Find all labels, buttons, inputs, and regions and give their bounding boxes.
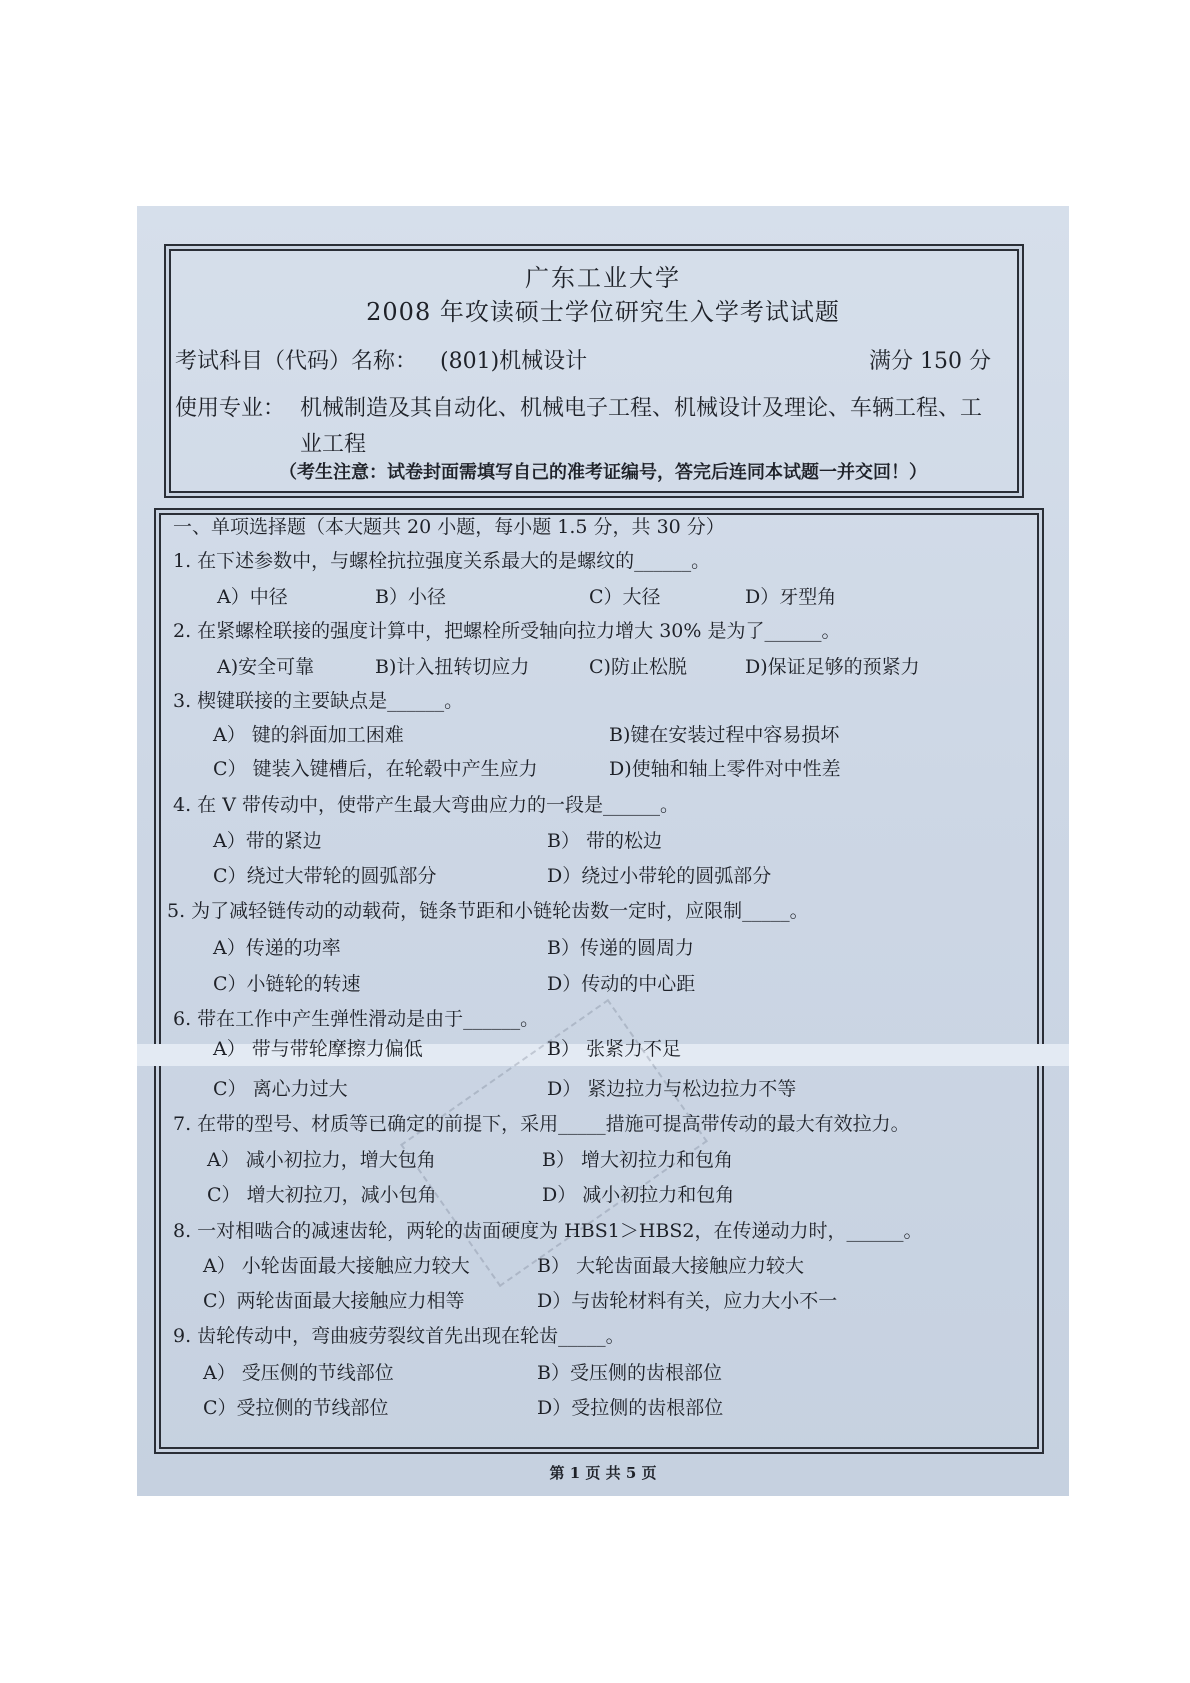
option-c: C）大径 <box>589 586 661 608</box>
option-a: A） 键的斜面加工困难 <box>213 724 404 746</box>
option-c: C）绕过大带轮的圆弧部分 <box>213 865 437 887</box>
option-d: D）与齿轮材料有关，应力大小不一 <box>537 1290 838 1312</box>
option-d: D）受拉侧的齿根部位 <box>537 1397 724 1419</box>
option-a: A） 减小初拉力，增大包角 <box>207 1149 436 1171</box>
option-c: C）受拉侧的节线部位 <box>203 1397 389 1419</box>
option-a: A)安全可靠 <box>217 656 315 678</box>
section-title: 一、单项选择题（本大题共 20 小题，每小题 1.5 分，共 30 分） <box>173 516 725 538</box>
option-a: A） 小轮齿面最大接触应力较大 <box>203 1255 470 1277</box>
question-stem: 1. 在下述参数中，与螺栓抗拉强度关系最大的是螺纹的______。 <box>173 550 711 572</box>
full-score: 满分 150 分 <box>869 349 991 374</box>
page-footer: 第 1 页 共 5 页 <box>549 1464 657 1482</box>
option-b: B） 带的松边 <box>547 830 663 852</box>
candidate-notice: （考生注意：试卷封面需填写自己的准考证编号，答完后连同本试题一并交回！） <box>279 462 927 483</box>
question-stem: 7. 在带的型号、材质等已确定的前提下，采用_____措施可提高带传动的最大有效拉力。 <box>173 1113 910 1135</box>
option-c: C）小链轮的转速 <box>213 973 361 995</box>
option-d: D） 紧边拉力与松边拉力不等 <box>547 1078 797 1100</box>
question-stem: 9. 齿轮传动中，弯曲疲劳裂纹首先出现在轮齿_____。 <box>173 1325 625 1347</box>
option-b: B）传递的圆周力 <box>547 937 694 959</box>
major-label: 使用专业： <box>175 396 286 421</box>
option-b: B)计入扭转切应力 <box>375 656 530 678</box>
option-c: C） 增大初拉刀，减小包角 <box>207 1184 437 1206</box>
option-b: B）小径 <box>375 586 446 608</box>
option-b: B） 大轮齿面最大接触应力较大 <box>537 1255 805 1277</box>
question-stem: 3. 楔键联接的主要缺点是______。 <box>173 690 464 712</box>
question-stem: 5. 为了减轻链传动的动载荷，链条节距和小链轮齿数一定时，应限制_____。 <box>167 900 809 922</box>
option-c: C） 离心力过大 <box>213 1078 348 1100</box>
exam-title: 2008 年攻读硕士学位研究生入学考试试题 <box>366 298 840 326</box>
question-stem: 8. 一对相啮合的减速齿轮，两轮的齿面硬度为 HBS1＞HBS2，在传递动力时，______。 <box>173 1220 923 1242</box>
question-stem: 2. 在紧螺栓联接的强度计算中，把螺栓所受轴向拉力增大 30% 是为了______。 <box>173 620 841 642</box>
option-d: D） 减小初拉力和包角 <box>542 1184 735 1206</box>
option-c: C)防止松脱 <box>589 656 687 678</box>
option-b: B） 增大初拉力和包角 <box>542 1149 734 1171</box>
option-c: C） 键装入键槽后，在轮毂中产生应力 <box>213 758 538 780</box>
option-b: B）受压侧的齿根部位 <box>537 1362 722 1384</box>
question-stem: 4. 在 V 带传动中，使带产生最大弯曲应力的一段是______。 <box>173 794 679 816</box>
option-a: A）传递的功率 <box>213 937 341 959</box>
option-a: A）中径 <box>217 586 288 608</box>
option-d: D）传动的中心距 <box>547 973 696 995</box>
option-d: D)使轴和轴上零件对中性差 <box>609 758 841 780</box>
option-d: D）牙型角 <box>745 586 837 608</box>
option-b <box>547 1034 681 1046</box>
question-stem: 6. 带在工作中产生弹性滑动是由于______。 <box>173 1008 540 1030</box>
scanned-exam-page <box>137 206 1069 1496</box>
option-a: A） 受压侧的节线部位 <box>203 1362 394 1384</box>
option-a <box>213 1034 423 1046</box>
option-b: B)键在安装过程中容易损坏 <box>609 724 840 746</box>
option-d: D）绕过小带轮的圆弧部分 <box>547 865 772 887</box>
major-value: 机械制造及其自动化、机械电子工程、机械设计及理论、车辆工程、工业工程 <box>300 396 983 457</box>
option-a: A）带的紧边 <box>213 830 322 852</box>
subject-value: (801)机械设计 <box>440 349 588 374</box>
school-name: 广东工业大学 <box>525 264 681 292</box>
option-d: D)保证足够的预紧力 <box>745 656 920 678</box>
option-c: C）两轮齿面最大接触应力相等 <box>203 1290 465 1312</box>
subject-label: 考试科目（代码）名称： <box>175 349 418 374</box>
